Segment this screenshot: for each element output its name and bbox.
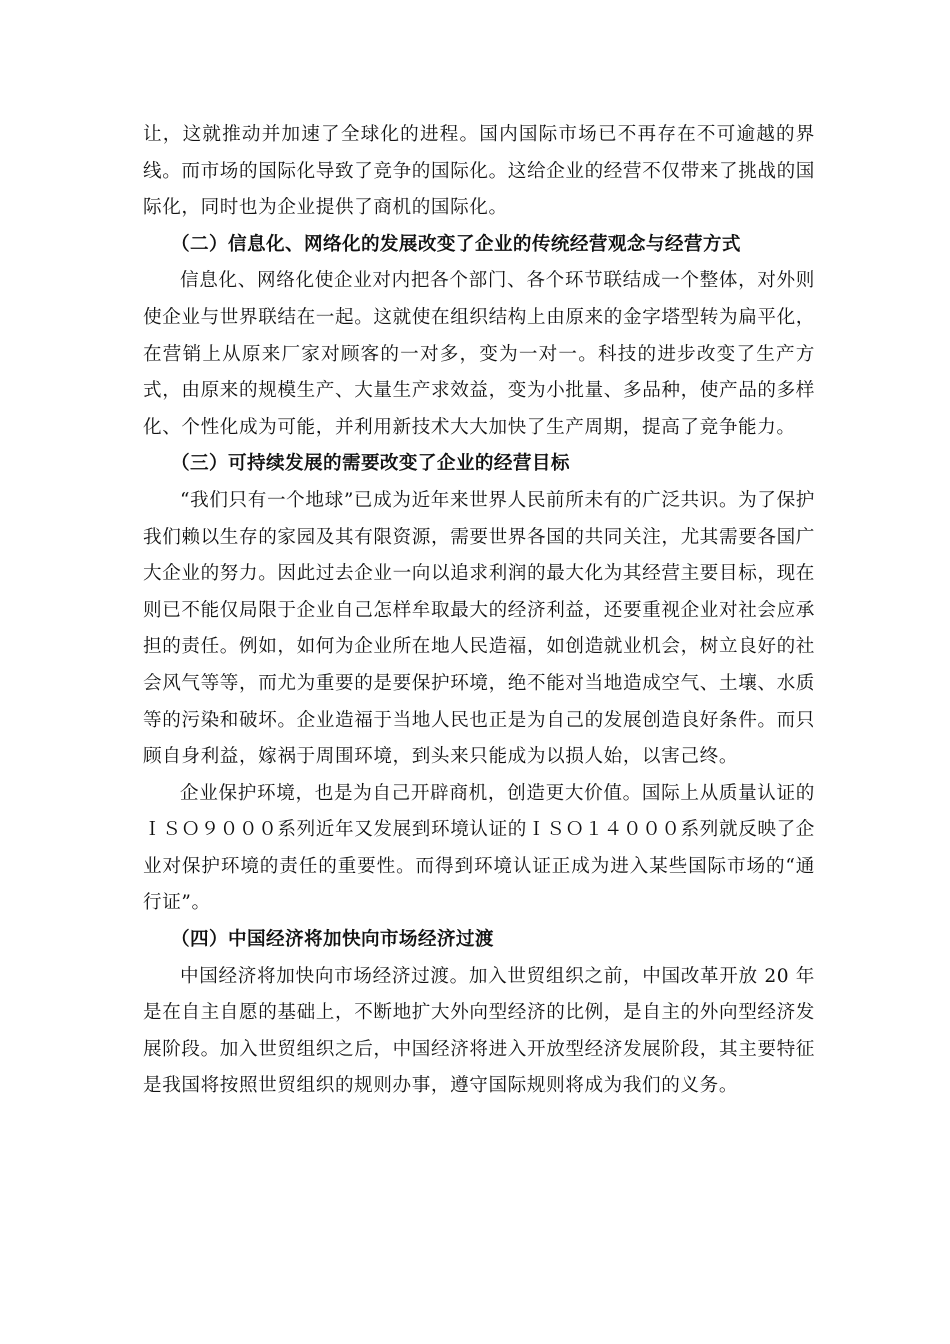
paragraph-market-economy: 中国经济将加快向市场经济过渡。加入世贸组织之前，中国改革开放 20 年是在自主自愿的基础上，不断地扩大外向型经济的比例，是自主的外向型经济发展阶段。加入世贸组织之后，中国经济将进入开放型经济发展阶段，其主要特征是我国将按照世贸组织的规则办事，遵守国际规则将成为我们的义务。 — [143, 965, 815, 1097]
section-heading-4: （四）中国经济将加快向市场经济过渡 — [171, 929, 494, 951]
paragraph-environmental-protection: 企业保护环境，也是为自己开辟商机，创造更大价值。国际上从质量认证的ＩＳＯ９０００系列近年又发展到环境认证的ＩＳＯ１４０００系列就反映了企业对保护环境的责任的重要性。而得到环境认证正成为进入某些国际市场的“通行证”。 — [143, 782, 815, 914]
paragraph-globalization-continued: 让，这就推动并加速了全球化的进程。国内国际市场已不再存在不可逾越的界线。而市场的国际化导致了竞争的国际化。这给企业的经营不仅带来了挑战的国际化，同时也为企业提供了商机的国际化。 — [143, 124, 815, 219]
section-heading-2: （二）信息化、网络化的发展改变了企业的传统经营观念与经营方式 — [171, 233, 741, 255]
paragraph-sustainable-development: “我们只有一个地球”已成为近年来世界人民前所未有的广泛共识。为了保护我们赖以生存的家园及其有限资源，需要世界各国的共同关注，尤其需要各国广大企业的努力。因此过去企业一向以追求利润的最大化为其经营主要目标，现在则已不能仅局限于企业自己怎样牟取最大的经济利益，还要重视企业对社会应承担的责任。例如，如何为企业所在地人民造福，如创造就业机会，树立良好的社会风气等等，而尤为重要的是要保护环境，绝不能对当地造成空气、土壤、水质等的污染和破坏。企业造福于当地人民也正是为自己的发展创造良好条件。而只顾自身利益，嫁祸于周围环境，到头来只能成为以损人始，以害己终。 — [143, 489, 815, 768]
section-heading-3: （三）可持续发展的需要改变了企业的经营目标 — [171, 453, 570, 475]
document-body — [143, 117, 815, 1105]
paragraph-informatization: 信息化、网络化使企业对内把各个部门、各个环节联结成一个整体，对外则使企业与世界联结在一起。这就使在组织结构上由原来的金字塔型转为扁平化，在营销上从原来厂家对顾客的一对多，变为一对一。科技的进步改变了生产方式，由原来的规模生产、大量生产求效益，变为小批量、多品种，使产品的多样化、个性化成为可能，并利用新技术大大加快了生产周期，提高了竞争能力。 — [143, 270, 815, 438]
